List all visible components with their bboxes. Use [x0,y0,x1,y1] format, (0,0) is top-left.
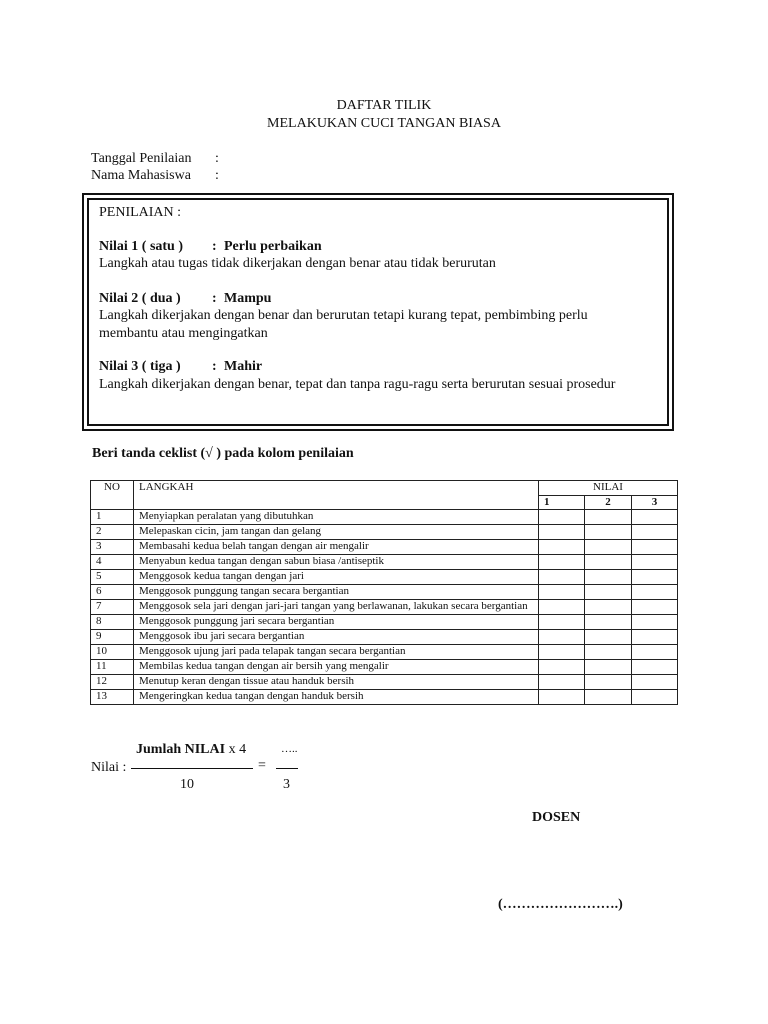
lecturer-label: DOSEN [532,810,581,825]
score-cell-2[interactable] [585,630,632,645]
table-row [91,510,678,525]
result-denominator: 3 [283,777,290,792]
score-cell-1[interactable] [539,540,585,555]
score-fraction-line [131,768,253,769]
score-cell-1[interactable] [539,600,585,615]
score-cell-3[interactable] [632,570,678,585]
table-row [91,585,678,600]
checklist-instruction: Beri tanda ceklist (√ ) pada kolom penilaian [92,446,354,461]
score-cell-2[interactable] [585,660,632,675]
step-description: Menggosok kedua tangan dengan jari [134,570,539,585]
score-equals: = [258,758,266,773]
score-cell-2[interactable] [585,675,632,690]
score-denominator: 10 [180,777,194,792]
assessment-heading: PENILAIAN : [99,205,182,220]
level-3-name: Mahir [224,359,263,374]
score-cell-1[interactable] [539,585,585,600]
step-description: Menggosok ujung jari pada telapak tangan secara bergantian [134,645,539,660]
score-cell-1[interactable] [539,615,585,630]
score-cell-3[interactable] [632,585,678,600]
table-row [91,555,678,570]
table-row [91,675,678,690]
score-cell-2[interactable] [585,555,632,570]
score-cell-2[interactable] [585,540,632,555]
level-1-description: Langkah atau tugas tidak dikerjakan dengan benar atau tidak berurutan [99,256,496,271]
level-3-label: Nilai 3 ( tiga ) [99,359,181,374]
table-row [91,645,678,660]
date-colon: : [215,151,219,166]
level-3-title: Nilai 3 ( tiga ) : Mahir [99,359,263,374]
score-cell-1[interactable] [539,570,585,585]
step-description: Mengeringkan kedua tangan dengan handuk bersih [134,690,539,705]
level-1-label: Nilai 1 ( satu ) [99,239,183,254]
table-row [91,570,678,585]
score-cell-3[interactable] [632,615,678,630]
score-cell-3[interactable] [632,555,678,570]
result-fraction-line [276,768,298,769]
score-cell-1[interactable] [539,630,585,645]
table-row [91,630,678,645]
step-number: 4 [91,555,134,570]
score-numerator-multiplier: x 4 [228,742,247,757]
signature-line: (…………………….) [498,897,623,912]
table-row [91,540,678,555]
score-cell-3[interactable] [632,690,678,705]
step-number: 8 [91,615,134,630]
document-subtitle: MELAKUKAN CUCI TANGAN BIASA [267,116,501,131]
step-description: Membilas kedua tangan dengan air bersih yang mengalir [134,660,539,675]
header-score: NILAI [539,481,678,496]
score-cell-1[interactable] [539,555,585,570]
step-number: 9 [91,630,134,645]
step-description: Membasahi kedua belah tangan dengan air mengalir [134,540,539,555]
score-cell-3[interactable] [632,525,678,540]
score-label: Nilai : [91,760,127,775]
score-cell-3[interactable] [632,510,678,525]
level-2-title: Nilai 2 ( dua ) : Mampu [99,291,272,306]
step-description: Melepaskan cicin, jam tangan dan gelang [134,525,539,540]
score-numerator [136,742,246,758]
checklist-table [90,480,678,705]
score-cell-1[interactable] [539,660,585,675]
score-cell-3[interactable] [632,630,678,645]
score-cell-3[interactable] [632,600,678,615]
name-row [91,168,219,184]
level-1-name: Perlu perbaikan [224,239,322,254]
score-cell-1[interactable] [539,675,585,690]
step-description: Menggosok punggung jari secara bergantian [134,615,539,630]
step-number: 13 [91,690,134,705]
header-score-1: 1 [539,496,585,510]
step-number: 12 [91,675,134,690]
score-cell-1[interactable] [539,690,585,705]
step-description: Menyiapkan peralatan yang dibutuhkan [134,510,539,525]
step-number: 11 [91,660,134,675]
step-number: 6 [91,585,134,600]
score-cell-2[interactable] [585,645,632,660]
table-row [91,690,678,705]
step-number: 10 [91,645,134,660]
score-cell-2[interactable] [585,600,632,615]
step-number: 3 [91,540,134,555]
level-2-name: Mampu [224,291,272,306]
result-numerator: ….. [281,743,298,755]
score-cell-1[interactable] [539,645,585,660]
level-2-label: Nilai 2 ( dua ) [99,291,181,306]
score-cell-1[interactable] [539,525,585,540]
step-number: 5 [91,570,134,585]
score-cell-3[interactable] [632,540,678,555]
step-description: Menggosok sela jari dengan jari-jari tangan yang berlawanan, lakukan secara bergantian [134,600,539,615]
header-no: NO [91,481,134,510]
step-description: Menutup keran dengan tissue atau handuk bersih [134,675,539,690]
table-row [91,660,678,675]
score-numerator-sum: Jumlah NILAI [136,742,226,757]
step-description: Menggosok ibu jari secara bergantian [134,630,539,645]
score-cell-3[interactable] [632,645,678,660]
table-row [91,615,678,630]
level-2-description-line-1: Langkah dikerjakan dengan benar dan berurutan tetapi kurang tepat, pembimbing perlu [99,308,588,323]
document-title: DAFTAR TILIK [336,98,432,113]
header-score-3: 3 [632,496,678,510]
step-number: 1 [91,510,134,525]
score-cell-2[interactable] [585,525,632,540]
score-cell-2[interactable] [585,585,632,600]
score-cell-2[interactable] [585,690,632,705]
date-label: Tanggal Penilaian [91,151,192,166]
header-step: LANGKAH [134,481,539,510]
score-cell-2[interactable] [585,510,632,525]
level-2-description-line-2: membantu atau mengingatkan [99,326,268,341]
date-row [91,151,219,167]
score-cell-2[interactable] [585,570,632,585]
score-cell-1[interactable] [539,510,585,525]
step-number: 7 [91,600,134,615]
score-cell-2[interactable] [585,615,632,630]
name-colon: : [215,168,219,183]
score-cell-3[interactable] [632,660,678,675]
name-label: Nama Mahasiswa [91,168,191,183]
table-row [91,600,678,615]
level-1-title: Nilai 1 ( satu ) : Perlu perbaikan [99,239,322,254]
score-cell-3[interactable] [632,675,678,690]
table-row [91,525,678,540]
level-3-description: Langkah dikerjakan dengan benar, tepat dan tanpa ragu-ragu serta berurutan sesuai prosedur [99,377,616,392]
step-description: Menyabun kedua tangan dengan sabun biasa /antiseptik [134,555,539,570]
step-description: Menggosok punggung tangan secara bergantian [134,585,539,600]
header-score-2: 2 [585,496,632,510]
step-number: 2 [91,525,134,540]
